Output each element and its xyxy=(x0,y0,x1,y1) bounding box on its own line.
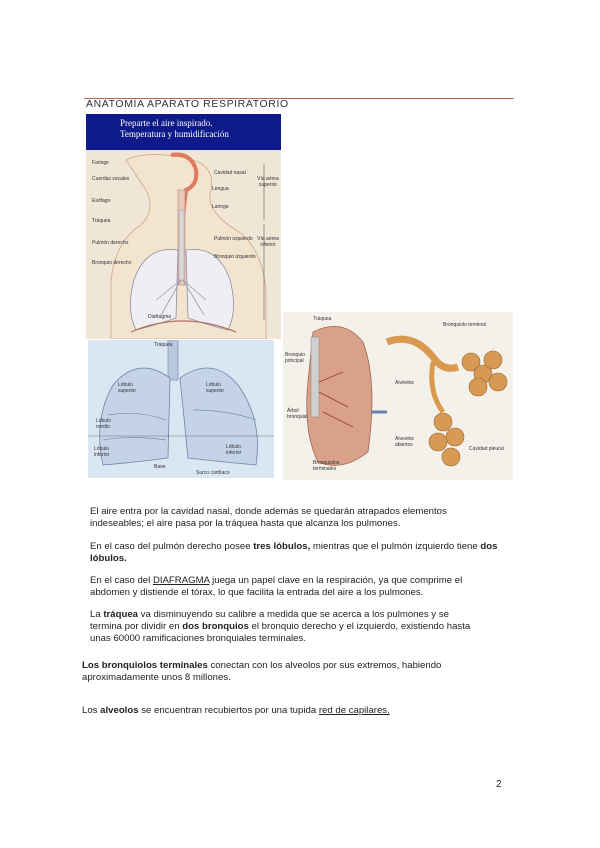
alv-label-bronquio: Bronquio principal xyxy=(285,352,306,364)
alv-label-arbol: Árbol bronquial xyxy=(287,408,308,420)
figure-banner xyxy=(86,114,281,150)
label-faringe: Faringe xyxy=(92,160,109,166)
label-via-inferior: Vía aérea inferior xyxy=(257,236,279,248)
lungs-label-traquea: Tráquea xyxy=(154,342,173,348)
lungs-label-medio: Lóbulo medio xyxy=(96,418,112,430)
page-number: 2 xyxy=(496,779,502,790)
label-traquea: Tráquea xyxy=(92,218,111,224)
banner-line-1: Preparte el aire inspirado. xyxy=(120,118,213,128)
label-laringe: Laringe xyxy=(212,204,229,210)
diafragma-link: DIAFRAGMA xyxy=(152,575,210,586)
page-title: ANATOMÍA APARATO RESPIRATORIO xyxy=(86,98,289,110)
label-cuerdas: Cuerdas vocales xyxy=(92,176,130,182)
alv-label-bronquiolos: Bronquiolos terminales xyxy=(313,460,340,472)
alv-label-traquea: Tráquea xyxy=(313,316,332,322)
lungs-label-surco: Surco cardíaco xyxy=(196,470,230,476)
lungs-label-ls-der: Lóbulo superior xyxy=(118,382,137,394)
lungs-label-base: Base xyxy=(154,464,166,470)
label-diafragma: Diafragma xyxy=(148,314,172,320)
capilares-link: red de capilares. xyxy=(318,705,390,716)
banner-line-2: Temperatura y humidificación xyxy=(120,129,229,139)
lungs-figure xyxy=(88,340,274,478)
label-via-superior: Vía aérea superior xyxy=(257,176,279,188)
label-esofago: Esófago xyxy=(92,198,111,204)
lungs-label-li-izq: Lóbulo inferior xyxy=(226,444,242,456)
label-bronquio-izquierdo: Bronquio izquierdo xyxy=(214,254,256,260)
lungs-label-ls-izq: Lóbulo superior xyxy=(206,382,225,394)
alv-label-bronquiolo-terminal: Bronquiolo terminal xyxy=(443,322,487,328)
paragraph-6: Los alveolos se encuentran recubiertos por una tupida red de capilares. xyxy=(82,705,390,716)
paragraph-1: El aire entra por la cavidad nasal, donde además se quedarán atrapados elementos indeseables; el aire pasa por la tráquea hasta que alcanza los pulmones. xyxy=(90,506,447,529)
label-cavidad-nasal: Cavidad nasal xyxy=(214,170,246,176)
alv-label-abiertos: Alveolos abiertos xyxy=(395,436,414,448)
alv-label-pleural: Cavidad pleural xyxy=(469,446,504,452)
paragraph-4: La tráquea va disminuyendo su calibre a medida que se acerca a los pulmones y se termina por dividir en dos bronquios el bronquio derecho y el izquierdo, existiendo hasta unas 60000 ramificaciones bronquiales terminales. xyxy=(90,609,471,644)
lungs-label-li-der: Lóbulo inferior xyxy=(94,446,110,458)
paragraph-3: En el caso del DIAFRAGMA juega un papel clave en la respiración, ya que comprime el abdomen y distiende el tórax, lo que facilita la entrada del aire a los pulmones. xyxy=(90,575,463,598)
label-pulmon-derecho: Pulmón derecho xyxy=(92,240,129,246)
respiratory-system-figure xyxy=(86,114,281,339)
paragraph-2: En el caso del pulmón derecho posee tres lóbulos, mientras que el pulmón izquierdo tiene dos lóbulos. xyxy=(90,541,498,564)
label-pulmon-izquierdo: Pulmón izquierdo xyxy=(214,236,253,242)
label-lengua: Lengua xyxy=(212,186,229,192)
paragraph-5: Los bronquiolos terminales conectan con los alveolos por sus extremos, habiendo aproximadamente unos 8 millones. xyxy=(82,660,442,683)
alveoli-figure xyxy=(283,312,513,480)
alv-label-alveolos: Alvéolos xyxy=(395,380,414,386)
label-bronquio-derecho: Bronquio derecho xyxy=(92,260,132,266)
alveoli-illustration xyxy=(283,312,513,480)
